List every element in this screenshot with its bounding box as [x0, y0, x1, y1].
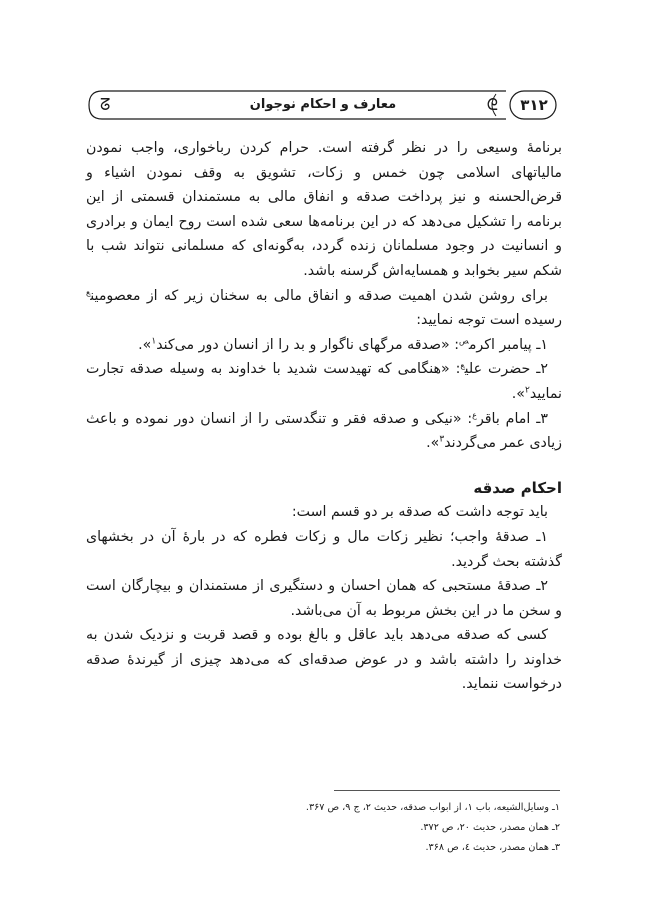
quote-speaker: ۱ـ پیامبر اکرم [468, 336, 548, 353]
section-paragraph: ۱ـ صدقهٔ واجب؛ نظیر زکات مال و زکات فطره که در بارهٔ آن در بخشهای گذشته بحث گردید. [86, 528, 562, 570]
section-paragraph: کسی که صدقه می‌دهد باید عاقل و بالغ بوده و قصد قربت و نزدیک شدن به خداوند را داشته باشد و در عوض صدقه‌ای که می‌دهد چیزی از گیرندهٔ صدقه درخواست ننماید. [86, 627, 562, 693]
hadith-quote [86, 333, 562, 358]
hadith-quote [86, 357, 562, 406]
honorific-mark: ص [459, 336, 469, 346]
intro-paragraph [86, 284, 562, 333]
section-paragraph: باید توجه داشت که صدقه بر دو قسم است: [291, 504, 548, 521]
quote-close: ». [426, 435, 440, 452]
body-paragraph: برنامهٔ وسیعی را در نظر گرفته است. حرام کردن رباخواری، واجب نمودن مالیاتهای اسلامی چون خمس و زکات، تشویق به وقف نمودن اشیاء و قرض‌الحسنه و نیز پرداخت صدقه و انفاق مالی به مستمندان قسمتی از این برنامه را تشکیل می‌دهد که در این برنامه‌ها سعی شده است روح ایمان و برادری و انسانیت در وجود مسلمانان زنده گردد، به‌گونه‌ای که مسلمانی نتواند شب با شکم سیر بخوابد و همسایه‌اش گرسنه باشد. [86, 140, 562, 279]
header-ornament-right: ᘓ [486, 95, 498, 114]
hadith-quote [86, 407, 562, 456]
honorific-mark: ع [460, 360, 465, 370]
quote-text: : «صدقه مرگهای ناگوار و بد را از انسان دور می‌کند [156, 336, 459, 353]
page-body [86, 136, 562, 697]
honorific-mark: ع [86, 286, 91, 296]
quote-speaker: ۲ـ حضرت علی [464, 361, 548, 378]
section-paragraph: ۲ـ صدقهٔ مستحبی که همان احسان و دستگیری از مستمندان و بیچارگان است و سخن ما در این بخش مربوط به آن می‌باشد. [86, 578, 562, 619]
footnote-divider [334, 790, 560, 791]
quote-text: : «نیکی و صدقه فقر و تنگدستی را از انسان دور نموده و باعث زیادی عمر می‌گردند [86, 410, 562, 452]
book-title: معارف و احکام نوجوان [249, 97, 397, 112]
page-number: ۳۱۲ [520, 96, 548, 114]
running-header [86, 88, 560, 122]
quote-close: ». [138, 336, 152, 353]
footnote-item: ۲ـ همان مصدر، حدیث ۲۰، ص ۳۷۲. [420, 822, 560, 833]
quote-text: : «هنگامی که تهیدست شدید با خداوند به وسیله صدقه تجارت نمایید [86, 361, 562, 402]
honorific-mark: ع [472, 409, 477, 419]
intro-text-end: رسیده است توجه نمایید: [416, 312, 562, 329]
intro-text: برای روشن شدن اهمیت صدقه و انفاق مالی به سخنان زیر که از معصومین [90, 287, 548, 304]
footnote-ref: ۲ [525, 385, 530, 396]
footnote-item: ۳ـ همان مصدر، حدیث ٤، ص ۳۶۸. [425, 842, 560, 853]
section-heading: احکام صدقه [473, 478, 562, 497]
footnotes [84, 798, 560, 858]
quote-close: ». [511, 385, 525, 402]
quote-speaker: ۳ـ امام باقر [476, 410, 548, 427]
footnote-ref: ۱ [151, 336, 157, 347]
footnote-ref: ۳ [439, 434, 445, 445]
footnote-item: ۱ـ وسایل‌الشیعه، باب ۱، از ابواب صدقه، حدیث ۲، ج ۹، ص ۳۶۷. [305, 802, 560, 813]
header-ornament-left: ᘔ [100, 95, 111, 114]
